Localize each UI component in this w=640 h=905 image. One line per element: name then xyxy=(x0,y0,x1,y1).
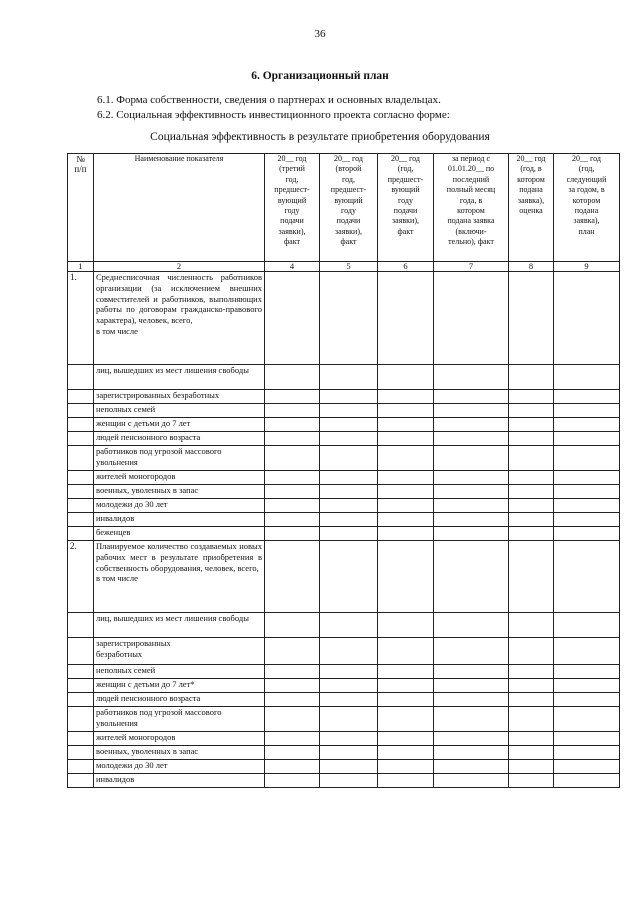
value-cell[interactable] xyxy=(509,760,554,774)
value-cell[interactable] xyxy=(554,499,620,513)
row-number xyxy=(68,760,94,774)
indicator-name: военных, уволенных в запас xyxy=(94,746,265,760)
indicator-name: Среднесписочная численность работников организации (за исключением внешних совместителей и работников, выполняющих работы по договорам гражданско-правового характера), человек, всего, в том числе xyxy=(94,272,265,365)
value-cell[interactable] xyxy=(509,679,554,693)
value-cell[interactable] xyxy=(554,485,620,499)
value-cell[interactable] xyxy=(509,732,554,746)
column-number: 8 xyxy=(509,262,554,272)
value-cell[interactable] xyxy=(554,638,620,665)
value-cell[interactable] xyxy=(265,390,320,404)
row-number xyxy=(68,404,94,418)
table-row xyxy=(68,541,620,613)
value-cell[interactable] xyxy=(320,746,378,760)
header-current-period: за период с 01.01.20__ по последний полный месяц года, в котором подана заявка (включи- тельно), факт xyxy=(434,154,509,262)
indicator-name: жителей моногородов xyxy=(94,471,265,485)
value-cell[interactable] xyxy=(434,446,509,471)
value-cell[interactable] xyxy=(434,471,509,485)
row-number xyxy=(68,679,94,693)
value-cell[interactable] xyxy=(320,527,378,541)
value-cell[interactable] xyxy=(434,665,509,679)
table-row xyxy=(68,732,620,746)
table-row xyxy=(68,418,620,432)
value-cell[interactable] xyxy=(378,760,434,774)
value-cell[interactable] xyxy=(509,404,554,418)
row-number xyxy=(68,390,94,404)
value-cell[interactable] xyxy=(554,541,620,613)
value-cell[interactable] xyxy=(434,541,509,613)
value-cell[interactable] xyxy=(265,638,320,665)
value-cell[interactable] xyxy=(554,446,620,471)
table-row xyxy=(68,499,620,513)
value-cell[interactable] xyxy=(320,365,378,390)
value-cell[interactable] xyxy=(320,638,378,665)
value-cell[interactable] xyxy=(320,707,378,732)
value-cell[interactable] xyxy=(509,471,554,485)
table-row xyxy=(68,272,620,365)
value-cell[interactable] xyxy=(265,541,320,613)
value-cell[interactable] xyxy=(265,272,320,365)
value-cell[interactable] xyxy=(320,404,378,418)
value-cell[interactable] xyxy=(320,774,378,788)
value-cell[interactable] xyxy=(378,471,434,485)
value-cell[interactable] xyxy=(265,471,320,485)
value-cell[interactable] xyxy=(509,746,554,760)
table-row xyxy=(68,707,620,732)
value-cell[interactable] xyxy=(378,746,434,760)
value-cell[interactable] xyxy=(265,613,320,638)
table-row xyxy=(68,485,620,499)
row-number xyxy=(68,499,94,513)
value-cell[interactable] xyxy=(509,365,554,390)
value-cell[interactable] xyxy=(320,418,378,432)
row-number xyxy=(68,485,94,499)
indicator-name: людей пенсионного возраста xyxy=(94,432,265,446)
value-cell[interactable] xyxy=(320,665,378,679)
value-cell[interactable] xyxy=(434,693,509,707)
table-row xyxy=(68,693,620,707)
value-cell[interactable] xyxy=(265,774,320,788)
value-cell[interactable] xyxy=(320,693,378,707)
column-number: 2 xyxy=(94,262,265,272)
value-cell[interactable] xyxy=(434,272,509,365)
intro-line-ownership: 6.1. Форма собственности, сведения о партнерах и основных владельцах. xyxy=(97,94,441,106)
value-cell[interactable] xyxy=(434,527,509,541)
table-row xyxy=(68,404,620,418)
row-number xyxy=(68,365,94,390)
value-cell[interactable] xyxy=(378,272,434,365)
table-row xyxy=(68,471,620,485)
row-number: 1. xyxy=(68,272,94,365)
value-cell[interactable] xyxy=(265,665,320,679)
indicator-name: лиц, вышедших из мест лишения свободы xyxy=(94,365,265,390)
value-cell[interactable] xyxy=(434,418,509,432)
indicator-name: работников под угрозой массового увольнения xyxy=(94,707,265,732)
value-cell[interactable] xyxy=(320,446,378,471)
indicator-name: молодежи до 30 лет xyxy=(94,760,265,774)
table-row xyxy=(68,665,620,679)
value-cell[interactable] xyxy=(320,272,378,365)
value-cell[interactable] xyxy=(378,432,434,446)
value-cell[interactable] xyxy=(265,446,320,471)
value-cell[interactable] xyxy=(554,707,620,732)
value-cell[interactable] xyxy=(320,760,378,774)
column-number: 5 xyxy=(320,262,378,272)
value-cell[interactable] xyxy=(509,272,554,365)
column-number: 4 xyxy=(265,262,320,272)
indicator-name: людей пенсионного возраста xyxy=(94,693,265,707)
value-cell[interactable] xyxy=(265,527,320,541)
column-number: 1 xyxy=(68,262,94,272)
row-number xyxy=(68,471,94,485)
value-cell[interactable] xyxy=(265,513,320,527)
value-cell[interactable] xyxy=(378,446,434,471)
value-cell[interactable] xyxy=(434,485,509,499)
value-cell[interactable] xyxy=(265,679,320,693)
value-cell[interactable] xyxy=(554,471,620,485)
table-row xyxy=(68,446,620,471)
value-cell[interactable] xyxy=(554,732,620,746)
row-number xyxy=(68,432,94,446)
column-number-row xyxy=(68,262,620,272)
section-title: 6. Организационный план xyxy=(251,70,389,82)
header-prior-year: 20__ год (год, предшест- вующий году подачи заявки), факт xyxy=(378,154,434,262)
value-cell[interactable] xyxy=(434,499,509,513)
value-cell[interactable] xyxy=(378,527,434,541)
value-cell[interactable] xyxy=(509,418,554,432)
header-number: № п/п xyxy=(68,154,94,262)
indicator-name: лиц, вышедших из мест лишения свободы xyxy=(94,613,265,638)
indicator-name: Планируемое количество создаваемых новых рабочих мест в результате приобретения в собственность оборудования, человек, всего, в том числе xyxy=(94,541,265,613)
value-cell[interactable] xyxy=(509,390,554,404)
table-row xyxy=(68,513,620,527)
row-number xyxy=(68,746,94,760)
value-cell[interactable] xyxy=(554,390,620,404)
intro-line-efficiency: 6.2. Социальная эффективность инвестиционного проекта согласно форме: xyxy=(97,109,450,121)
indicator-name: военных, уволенных в запас xyxy=(94,485,265,499)
value-cell[interactable] xyxy=(434,760,509,774)
value-cell[interactable] xyxy=(434,404,509,418)
value-cell[interactable] xyxy=(265,707,320,732)
value-cell[interactable] xyxy=(554,272,620,365)
value-cell[interactable] xyxy=(378,390,434,404)
value-cell[interactable] xyxy=(554,613,620,638)
value-cell[interactable] xyxy=(509,665,554,679)
value-cell[interactable] xyxy=(320,613,378,638)
value-cell[interactable] xyxy=(509,707,554,732)
value-cell[interactable] xyxy=(265,404,320,418)
indicator-name: инвалидов xyxy=(94,774,265,788)
table-header-row xyxy=(68,154,620,262)
value-cell[interactable] xyxy=(509,541,554,613)
value-cell[interactable] xyxy=(320,679,378,693)
value-cell[interactable] xyxy=(509,638,554,665)
value-cell[interactable] xyxy=(378,774,434,788)
column-number: 6 xyxy=(378,262,434,272)
row-number xyxy=(68,513,94,527)
table-row xyxy=(68,679,620,693)
header-next-year-plan: 20__ год (год, следующий за годом, в котором подана заявка), план xyxy=(554,154,620,262)
header-third-prior-year: 20__ год (третий год, предшест- вующий году подачи заявки), факт xyxy=(265,154,320,262)
value-cell[interactable] xyxy=(378,365,434,390)
value-cell[interactable] xyxy=(320,513,378,527)
table-row xyxy=(68,760,620,774)
table-row xyxy=(68,746,620,760)
value-cell[interactable] xyxy=(378,613,434,638)
indicator-name: неполных семей xyxy=(94,665,265,679)
value-cell[interactable] xyxy=(554,418,620,432)
header-second-prior-year: 20__ год (второй год, предшест- вующий году подачи заявки), факт xyxy=(320,154,378,262)
value-cell[interactable] xyxy=(265,693,320,707)
row-number xyxy=(68,707,94,732)
row-number xyxy=(68,613,94,638)
table-row xyxy=(68,613,620,638)
value-cell[interactable] xyxy=(265,365,320,390)
value-cell[interactable] xyxy=(554,760,620,774)
indicator-name: неполных семей xyxy=(94,404,265,418)
value-cell[interactable] xyxy=(378,665,434,679)
indicator-name: жителей моногородов xyxy=(94,732,265,746)
column-number: 7 xyxy=(434,262,509,272)
value-cell[interactable] xyxy=(320,732,378,746)
value-cell[interactable] xyxy=(378,418,434,432)
row-number xyxy=(68,527,94,541)
indicator-name: беженцев xyxy=(94,527,265,541)
header-application-year: 20__ год (год, в котором подана заявка), оценка xyxy=(509,154,554,262)
value-cell[interactable] xyxy=(434,390,509,404)
value-cell[interactable] xyxy=(378,541,434,613)
value-cell[interactable] xyxy=(378,513,434,527)
value-cell[interactable] xyxy=(554,365,620,390)
indicator-name: женщин с детьми до 7 лет xyxy=(94,418,265,432)
value-cell[interactable] xyxy=(265,760,320,774)
value-cell[interactable] xyxy=(509,446,554,471)
value-cell[interactable] xyxy=(434,513,509,527)
value-cell[interactable] xyxy=(320,471,378,485)
value-cell[interactable] xyxy=(554,432,620,446)
row-number xyxy=(68,693,94,707)
value-cell[interactable] xyxy=(554,679,620,693)
table-row xyxy=(68,774,620,788)
indicator-name: зарегистрированных безработных xyxy=(94,390,265,404)
value-cell[interactable] xyxy=(378,732,434,746)
value-cell[interactable] xyxy=(378,693,434,707)
social-efficiency-table xyxy=(67,153,620,788)
value-cell[interactable] xyxy=(434,707,509,732)
column-number: 9 xyxy=(554,262,620,272)
value-cell[interactable] xyxy=(265,746,320,760)
value-cell[interactable] xyxy=(554,774,620,788)
value-cell[interactable] xyxy=(509,693,554,707)
value-cell[interactable] xyxy=(554,665,620,679)
value-cell[interactable] xyxy=(554,746,620,760)
value-cell[interactable] xyxy=(378,638,434,665)
value-cell[interactable] xyxy=(554,527,620,541)
table-row xyxy=(68,638,620,665)
value-cell[interactable] xyxy=(434,746,509,760)
value-cell[interactable] xyxy=(320,541,378,613)
value-cell[interactable] xyxy=(509,485,554,499)
value-cell[interactable] xyxy=(509,613,554,638)
value-cell[interactable] xyxy=(265,418,320,432)
row-number xyxy=(68,665,94,679)
value-cell[interactable] xyxy=(434,732,509,746)
indicator-name: женщин с детьми до 7 лет* xyxy=(94,679,265,693)
value-cell[interactable] xyxy=(434,365,509,390)
value-cell[interactable] xyxy=(509,513,554,527)
row-number xyxy=(68,774,94,788)
value-cell[interactable] xyxy=(554,513,620,527)
value-cell[interactable] xyxy=(265,499,320,513)
indicator-name: зарегистрированных безработных xyxy=(94,638,265,665)
table-row xyxy=(68,365,620,390)
page-number: 36 xyxy=(314,28,326,40)
row-number xyxy=(68,732,94,746)
indicator-name: молодежи до 30 лет xyxy=(94,499,265,513)
table-row xyxy=(68,390,620,404)
table-row xyxy=(68,527,620,541)
value-cell[interactable] xyxy=(320,390,378,404)
value-cell[interactable] xyxy=(265,432,320,446)
value-cell[interactable] xyxy=(378,679,434,693)
value-cell[interactable] xyxy=(378,707,434,732)
value-cell[interactable] xyxy=(434,432,509,446)
value-cell[interactable] xyxy=(265,732,320,746)
value-cell[interactable] xyxy=(265,485,320,499)
value-cell[interactable] xyxy=(320,499,378,513)
value-cell[interactable] xyxy=(554,404,620,418)
row-number: 2. xyxy=(68,541,94,613)
value-cell[interactable] xyxy=(434,679,509,693)
indicator-name: инвалидов xyxy=(94,513,265,527)
value-cell[interactable] xyxy=(434,613,509,638)
value-cell[interactable] xyxy=(509,499,554,513)
table-body xyxy=(68,272,620,788)
value-cell[interactable] xyxy=(434,638,509,665)
value-cell[interactable] xyxy=(509,432,554,446)
value-cell[interactable] xyxy=(320,485,378,499)
row-number xyxy=(68,418,94,432)
value-cell[interactable] xyxy=(378,499,434,513)
value-cell[interactable] xyxy=(509,774,554,788)
table-caption: Социальная эффективность в результате приобретения оборудования xyxy=(150,131,490,143)
value-cell[interactable] xyxy=(378,485,434,499)
value-cell[interactable] xyxy=(378,404,434,418)
header-indicator-name: Наименование показателя xyxy=(94,154,265,262)
value-cell[interactable] xyxy=(434,774,509,788)
value-cell[interactable] xyxy=(509,527,554,541)
row-number xyxy=(68,446,94,471)
value-cell[interactable] xyxy=(320,432,378,446)
table-row xyxy=(68,432,620,446)
value-cell[interactable] xyxy=(554,693,620,707)
row-number xyxy=(68,638,94,665)
indicator-name: работников под угрозой массового увольнения xyxy=(94,446,265,471)
